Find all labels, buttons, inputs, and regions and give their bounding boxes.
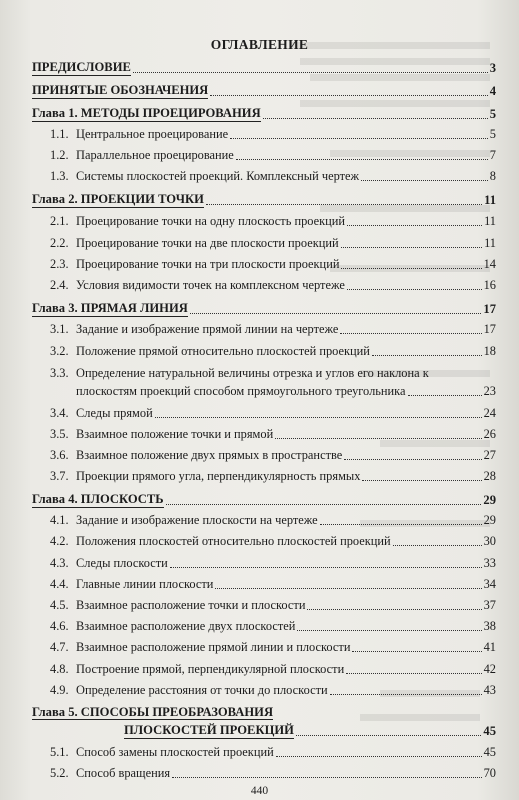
chapter-page: 17 <box>483 302 496 316</box>
section-text: Взаимное расположение двух плоскостей <box>76 619 296 633</box>
section-number: 3.3. <box>50 366 69 380</box>
toc-section[interactable] <box>50 745 496 760</box>
dot-leader <box>296 735 481 736</box>
toc-section[interactable] <box>50 577 496 592</box>
chapter-page: 11 <box>484 193 496 207</box>
dot-leader <box>210 95 487 96</box>
dot-leader <box>341 247 482 248</box>
toc-section[interactable] <box>50 448 496 463</box>
toc-section[interactable] <box>50 236 496 251</box>
dot-leader <box>347 289 482 290</box>
section-text: Взаимное расположение прямой линии и плоскости <box>76 640 351 654</box>
section-page: 7 <box>489 148 496 162</box>
toc-section[interactable] <box>50 127 496 142</box>
dot-leader <box>344 459 481 460</box>
section-page: 5 <box>489 127 496 141</box>
dot-leader <box>340 333 481 334</box>
section-page: 26 <box>483 427 496 441</box>
section-page: 16 <box>483 278 496 292</box>
toc-chapter-2[interactable] <box>32 192 496 208</box>
section-page: 27 <box>483 448 496 462</box>
section-number: 4.4. <box>50 577 69 591</box>
section-text: Задание и изображение плоскости на чертеже <box>76 513 318 527</box>
toc-entry-preface[interactable] <box>32 60 496 76</box>
section-number: 3.6. <box>50 448 69 462</box>
section-page: 43 <box>483 683 496 697</box>
section-number: 3.7. <box>50 469 69 483</box>
section-number: 1.1. <box>50 127 69 141</box>
section-text: Системы плоскостей проекций. Комплексный чертеж <box>76 169 360 183</box>
dot-leader <box>352 651 481 652</box>
page-title: ОГЛАВЛЕНИЕ <box>210 37 309 52</box>
toc-chapter-1[interactable] <box>32 106 496 122</box>
section-number: 4.2. <box>50 534 69 548</box>
page-number: 440 <box>250 785 269 797</box>
dot-leader <box>347 225 482 226</box>
section-text: Определение расстояния от точки до плоскости <box>76 683 328 697</box>
section-page: 18 <box>483 344 496 358</box>
section-text: Следы прямой <box>76 406 153 420</box>
section-page: 37 <box>483 598 496 612</box>
section-text: Взаимное расположение точки и плоскости <box>76 598 306 612</box>
section-text: Проецирование точки на три плоскости проекций <box>76 257 340 271</box>
section-page: 11 <box>484 236 496 250</box>
section-number: 2.1. <box>50 214 69 228</box>
toc-section[interactable] <box>50 427 496 442</box>
section-text: Центральное проецирование <box>76 127 229 141</box>
toc-section[interactable] <box>50 534 496 549</box>
section-text: Способ замены плоскостей проекций <box>76 745 274 759</box>
section-text: Следы плоскости <box>76 556 168 570</box>
chapter-title: Глава 1. МЕТОДЫ ПРОЕЦИРОВАНИЯ <box>32 106 261 120</box>
dot-leader <box>166 504 482 505</box>
toc-section[interactable] <box>50 640 496 655</box>
chapter-title: Глава 5. СПОСОБЫ ПРЕОБРАЗОВАНИЯ <box>32 705 274 719</box>
chapter-page: 5 <box>489 107 496 121</box>
section-number: 4.8. <box>50 662 69 676</box>
toc-section[interactable] <box>50 598 496 613</box>
section-number: 2.2. <box>50 236 69 250</box>
dot-leader <box>393 545 482 546</box>
toc-section[interactable] <box>50 257 496 272</box>
section-page: 11 <box>484 214 496 228</box>
toc-section[interactable] <box>50 766 496 781</box>
dot-leader <box>408 395 482 396</box>
section-text: Построение прямой, перпендикулярной плоскости <box>76 662 345 676</box>
dot-leader <box>307 609 481 610</box>
section-text: Параллельное проецирование <box>76 148 234 162</box>
toc-section[interactable] <box>50 344 496 359</box>
section-number: 5.2. <box>50 766 69 780</box>
chapter-title: Глава 2. ПРОЕКЦИИ ТОЧКИ <box>32 192 204 206</box>
section-page: 70 <box>483 766 496 780</box>
section-page: 14 <box>483 257 496 271</box>
toc-chapter-3[interactable] <box>32 301 496 317</box>
dot-leader <box>236 159 488 160</box>
toc-section[interactable] <box>50 556 496 571</box>
dot-leader <box>362 480 481 481</box>
section-page: 29 <box>483 513 496 527</box>
chapter-title: Глава 4. ПЛОСКОСТЬ <box>32 492 164 506</box>
section-number: 2.4. <box>50 278 69 292</box>
entry-page: 3 <box>489 61 496 75</box>
toc-section[interactable] <box>50 513 496 528</box>
section-number: 3.5. <box>50 427 69 441</box>
section-text: Условия видимости точек на комплексном чертеже <box>76 278 345 292</box>
entry-text: ПРЕДИСЛОВИЕ <box>32 60 131 74</box>
section-page: 17 <box>483 322 496 336</box>
section-number: 1.3. <box>50 169 69 183</box>
section-page: 33 <box>483 556 496 570</box>
section-page: 24 <box>483 406 496 420</box>
dot-leader <box>341 268 481 269</box>
chapter-title: Глава 3. ПРЯМАЯ ЛИНИЯ <box>32 301 188 315</box>
entry-text: ПРИНЯТЫЕ ОБОЗНАЧЕНИЯ <box>32 83 209 97</box>
dot-leader <box>346 673 481 674</box>
section-number: 2.3. <box>50 257 69 271</box>
section-text: Проекции прямого угла, перпендикулярность прямых <box>76 469 361 483</box>
section-text: Способ вращения <box>76 766 171 780</box>
toc-section[interactable] <box>50 683 496 698</box>
dot-leader <box>215 588 481 589</box>
section-page: 34 <box>483 577 496 591</box>
section-number: 4.1. <box>50 513 69 527</box>
toc-section[interactable] <box>50 322 496 337</box>
section-text: Проецирование точки на две плоскости проекций <box>76 236 339 250</box>
dot-leader <box>372 355 482 356</box>
section-page: 8 <box>489 169 496 183</box>
section-page: 38 <box>483 619 496 633</box>
dot-leader <box>172 777 482 778</box>
section-text: Определение натуральной величины отрезка и углов его наклона к <box>76 366 429 380</box>
section-page: 41 <box>483 640 496 654</box>
dot-leader <box>155 417 482 418</box>
toc-section[interactable] <box>50 148 496 163</box>
section-number: 3.1. <box>50 322 69 336</box>
toc-section-continuation[interactable] <box>76 384 496 399</box>
section-text: Положения плоскостей относительно плоскостей проекций <box>76 534 391 548</box>
section-text: Задание и изображение прямой линии на чертеже <box>76 322 339 336</box>
section-number: 4.3. <box>50 556 69 570</box>
toc-chapter-4[interactable] <box>32 492 496 508</box>
section-text: Проецирование точки на одну плоскость проекций <box>76 214 346 228</box>
section-number: 3.4. <box>50 406 69 420</box>
toc-section[interactable] <box>50 619 496 634</box>
dot-leader <box>320 524 482 525</box>
toc-chapter-5-line1[interactable] <box>32 705 273 720</box>
toc-chapter-5-line2[interactable] <box>124 723 496 739</box>
section-text: Главные линии плоскости <box>76 577 214 591</box>
toc-entry-notation[interactable] <box>32 83 496 99</box>
section-text-continued: плоскостям проекций способом прямоугольного треугольника <box>76 384 406 398</box>
toc-section[interactable] <box>50 662 496 677</box>
dot-leader <box>133 72 488 73</box>
dot-leader <box>361 180 488 181</box>
dot-leader <box>170 567 482 568</box>
dot-leader <box>230 138 488 139</box>
section-text: Положение прямой относительно плоскостей проекций <box>76 344 370 358</box>
section-page: 23 <box>483 384 496 398</box>
section-number: 4.7. <box>50 640 69 654</box>
chapter-title-continued: ПЛОСКОСТЕЙ ПРОЕКЦИЙ <box>124 723 294 737</box>
section-text: Взаимное положение точки и прямой <box>76 427 274 441</box>
section-number: 4.5. <box>50 598 69 612</box>
section-number: 5.1. <box>50 745 69 759</box>
dot-leader <box>190 313 482 314</box>
toc-section-multiline[interactable] <box>50 366 429 381</box>
toc-section[interactable] <box>50 169 496 184</box>
section-page: 30 <box>483 534 496 548</box>
section-page: 28 <box>483 469 496 483</box>
dot-leader <box>276 756 482 757</box>
dot-leader <box>330 694 482 695</box>
section-number: 4.6. <box>50 619 69 633</box>
section-number: 4.9. <box>50 683 69 697</box>
section-text: Взаимное положение двух прямых в пространстве <box>76 448 343 462</box>
toc-section[interactable] <box>50 278 496 293</box>
chapter-page: 29 <box>483 493 496 507</box>
section-page: 42 <box>483 662 496 676</box>
section-number: 3.2. <box>50 344 69 358</box>
toc-section[interactable] <box>50 214 496 229</box>
section-page: 45 <box>483 745 496 759</box>
entry-page: 4 <box>489 84 496 98</box>
toc-section[interactable] <box>50 469 496 484</box>
dot-leader <box>263 118 488 119</box>
section-number: 1.2. <box>50 148 69 162</box>
dot-leader <box>275 438 481 439</box>
chapter-page: 45 <box>483 724 496 738</box>
dot-leader <box>206 204 482 205</box>
dot-leader <box>297 630 481 631</box>
toc-section[interactable] <box>50 406 496 421</box>
